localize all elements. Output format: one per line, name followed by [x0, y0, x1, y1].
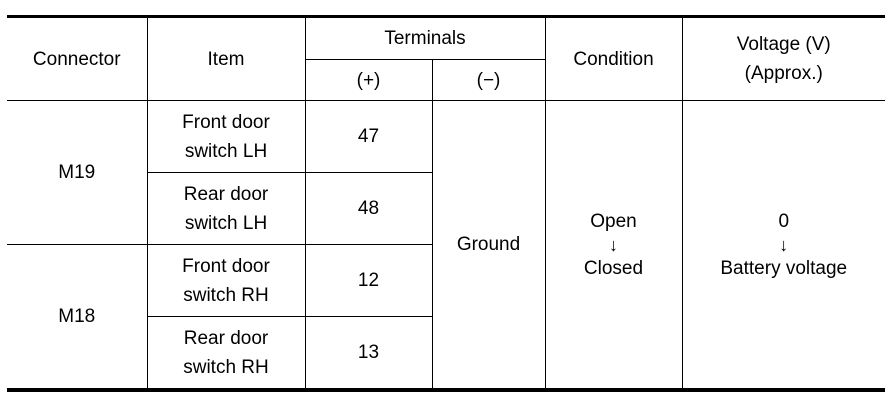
header-terminal-plus: (+): [305, 60, 432, 101]
voltage-cell: [682, 101, 885, 391]
header-voltage: [682, 17, 885, 101]
header-voltage-line2: (Approx.): [744, 63, 823, 84]
header-connector: Connector: [7, 17, 147, 101]
terminal-plus-cell: 48: [305, 173, 432, 245]
header-voltage-line1: Voltage (V): [736, 34, 831, 55]
connector-cell-m19: M19: [7, 101, 147, 245]
condition-arrow-icon: ↓: [609, 234, 618, 255]
item-line2: switch LH: [184, 212, 268, 234]
item-line2: switch RH: [183, 284, 269, 306]
header-row: [7, 17, 885, 60]
item-cell: [147, 101, 305, 173]
terminal-plus-cell: 47: [305, 101, 432, 173]
condition-closed: Closed: [583, 257, 644, 279]
item-line2: switch LH: [184, 140, 268, 162]
door-switch-terminal-table: [7, 15, 885, 392]
item-line2: switch RH: [183, 356, 269, 378]
item-line1: Front door: [182, 255, 270, 277]
header-item: Item: [147, 17, 305, 101]
terminal-table-container: [7, 15, 885, 392]
connector-cell-m18: M18: [7, 245, 147, 391]
voltage-arrow-icon: ↓: [779, 234, 789, 255]
item-cell: [147, 317, 305, 391]
header-terminals: Terminals: [305, 17, 545, 60]
item-line1: Rear door: [183, 327, 269, 349]
item-cell: [147, 173, 305, 245]
condition-cell: [545, 101, 682, 391]
terminal-plus-cell: 12: [305, 245, 432, 317]
header-condition: Condition: [545, 17, 682, 101]
item-line1: Front door: [182, 111, 270, 133]
table-row: [7, 101, 885, 173]
terminal-plus-cell: 13: [305, 317, 432, 391]
voltage-to: Battery voltage: [720, 257, 848, 279]
header-terminal-minus: (−): [432, 60, 545, 101]
ground-cell: Ground: [432, 101, 545, 391]
condition-open: Open: [590, 210, 637, 232]
voltage-from: 0: [778, 210, 790, 232]
item-line1: Rear door: [183, 183, 269, 205]
item-cell: [147, 245, 305, 317]
